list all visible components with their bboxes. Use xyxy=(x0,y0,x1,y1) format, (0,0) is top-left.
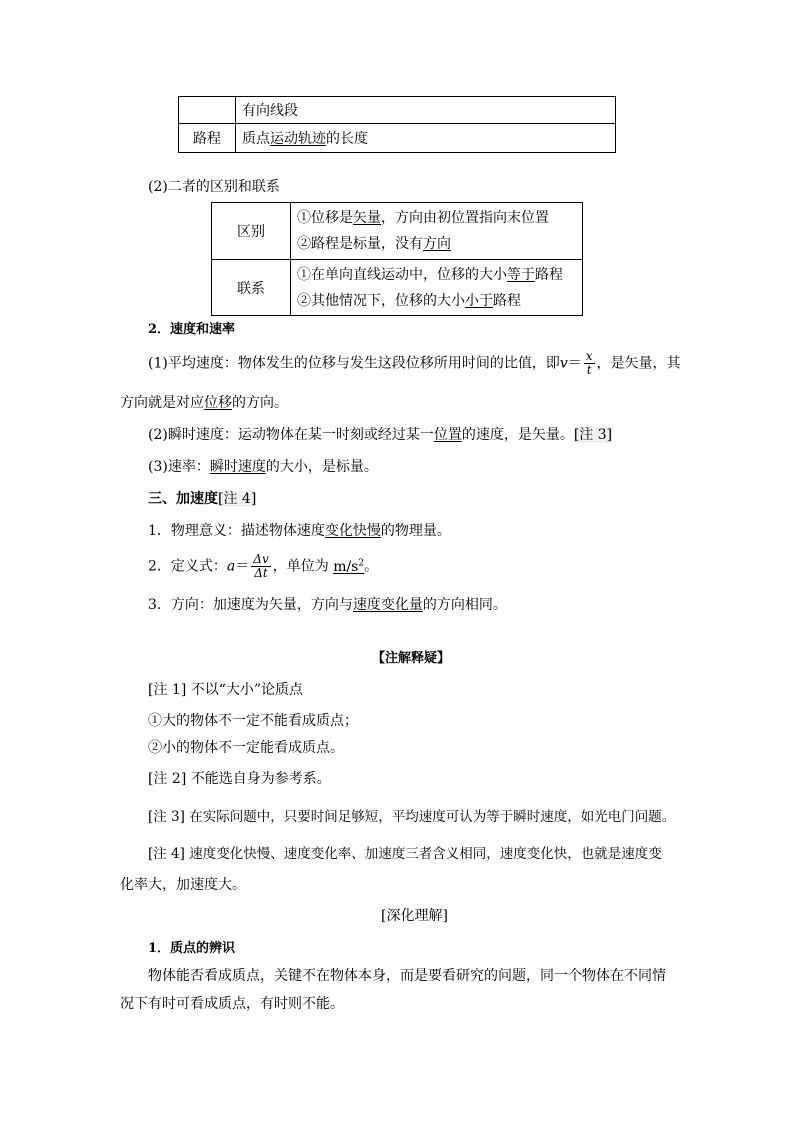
table-displacement-path xyxy=(178,96,616,153)
table1-row2-label: 路程 xyxy=(179,124,236,153)
deep-section-1-para-line2: 况下有时可看成质点，有时则不能。 xyxy=(120,996,344,1012)
acc-unit: $m/s^2$ xyxy=(333,558,365,575)
table-difference-relation xyxy=(211,202,583,316)
note-ref-3: [注 3] xyxy=(573,427,613,443)
table1-row2-text: 质点运动轨迹的长度 xyxy=(236,124,616,153)
fraction-dv-over-dt: $\frac{\Delta v}{\Delta t}$ xyxy=(253,552,269,581)
fraction-x-over-t: $\frac{x}{t}$ xyxy=(585,349,593,377)
avg-velocity-line2: 方向就是对应位移的方向。 xyxy=(120,395,288,411)
note-2: [注 2] 不能选自身为参考系。 xyxy=(148,771,331,787)
deep-section-1-title: 1．质点的辨识 xyxy=(148,941,236,956)
acc-definition: 2．定义式：a＝ $\frac{\Delta v}{\Delta t}$ ，单位为 $m/s^2$。 xyxy=(148,552,379,581)
table2-r2-label: 联系 xyxy=(212,260,291,316)
speed-rate: (3)速率：瞬时速度的大小，是标量。 xyxy=(148,459,378,475)
section-2-title: 2．速度和速率 xyxy=(148,322,236,337)
note-1b: ②小的物体不一定能看成质点。 xyxy=(148,740,344,756)
note-4-line1: [注 4] 速度变化快慢、速度变化率、加速度三者含义相同，速度变化快，也就是速度变 xyxy=(148,846,662,862)
table1-row1-text: 有向线段 xyxy=(236,97,616,124)
table2-r2-line1: ①在单向直线运动中，位移的大小等于路程 xyxy=(297,266,563,283)
instant-velocity: (2)瞬时速度：运动物体在某一时刻或经过某一位置的速度，是矢量。[注 3] xyxy=(148,427,613,443)
acc-direction: 3．方向：加速度为矢量，方向与速度变化量的方向相同。 xyxy=(148,597,507,613)
note-3: [注 3] 在实际问题中，只要时间足够短，平均速度可认为等于瞬时速度，如光电门问题。 xyxy=(148,809,676,825)
table1-row1-label xyxy=(179,97,236,124)
note-1a: ①大的物体不一定不能看成质点； xyxy=(148,713,358,729)
section-3-title: 三、加速度[注 4] xyxy=(148,491,257,507)
table2-r2-line2: ②其他情况下，位移的大小小于路程 xyxy=(297,292,521,309)
table2-r1-line1: ①位移是矢量，方向由初位置指向末位置 xyxy=(297,210,549,226)
note-ref-4: [注 4] xyxy=(218,491,257,507)
note-4-line2: 化率大，加速度大。 xyxy=(120,877,246,893)
acc-meaning: 1．物理意义：描述物体速度变化快慢的物理量。 xyxy=(148,523,451,539)
table2-r1-line2: ②路程是标量，没有方向 xyxy=(297,236,451,252)
avg-velocity-line1: (1)平均速度：物体发生的位移与发生这段位移所用时间的比值，即v＝ $\frac{x}{t}$ ，是矢量，其 xyxy=(148,349,681,377)
subsection-2-title: (2)二者的区别和联系 xyxy=(148,179,280,195)
table2-r1-label: 区别 xyxy=(212,203,291,260)
note-1: [注 1] 不以“大小”论质点 xyxy=(148,682,304,698)
notes-title: 【注解释疑】 xyxy=(372,651,451,666)
deep-section-1-para-line1: 物体能否看成质点，关键不在物体本身，而是要看研究的问题，同一个物体在不同情 xyxy=(148,968,666,984)
deep-understanding-title: [深化理解] xyxy=(381,908,448,924)
table2-r1-content xyxy=(291,203,583,260)
table2-r2-content xyxy=(291,260,583,316)
